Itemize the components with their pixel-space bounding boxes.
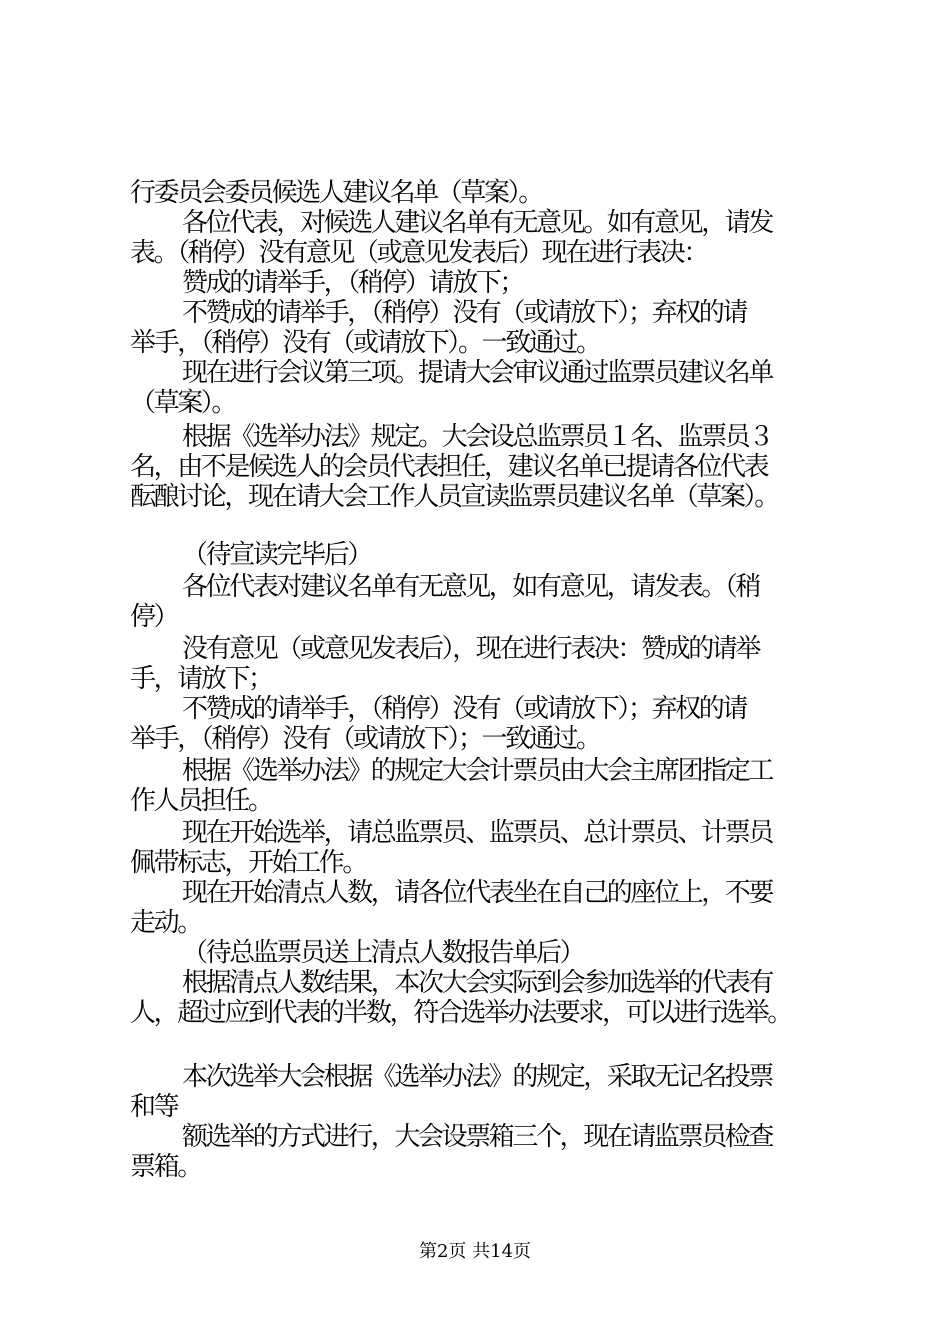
text-line: 人，超过应到代表的半数，符合选举办法要求，可以进行选举。: [130, 998, 791, 1028]
text-line: 现在开始选举，请总监票员、监票员、总计票员、计票员: [182, 818, 773, 848]
text-line: 名，由不是候选人的会员代表担任，建议名单已提请各位代表: [130, 452, 768, 482]
text-line: 赞成的请举手，（稍停）请放下；: [182, 268, 524, 298]
text-line: 额选举的方式进行，大会设票箱三个，现在请监票员检查: [182, 1122, 773, 1152]
text-line: 根据清点人数结果，本次大会实际到会参加选举的代表有: [182, 968, 773, 998]
text-line: 各位代表对建议名单有无意见，如有意见，请发表。（稍: [182, 572, 760, 602]
text-line: 票箱。: [130, 1152, 201, 1182]
text-line: 现在开始清点人数，请各位代表坐在自己的座位上，不要: [182, 878, 773, 908]
text-line: （待总监票员送上清点人数报告单后）: [182, 938, 584, 968]
text-line: （待宣读完毕后）: [182, 540, 371, 570]
text-line: 不赞成的请举手，（稍停）没有（或请放下）；弃权的请: [182, 298, 747, 328]
text-line: 举手，（稍停）没有（或请放下）。一致通过。: [130, 328, 600, 358]
text-line: 现在进行会议第三项。提请大会审议通过监票员建议名单: [182, 358, 773, 388]
text-line: 行委员会委员候选人建议名单（草案）。: [130, 178, 542, 208]
text-line: 酝酿讨论，现在请大会工作人员宣读监票员建议名单（草案）。: [130, 482, 778, 512]
text-line: 各位代表，对候选人建议名单有无意见。如有意见，请发: [182, 208, 773, 238]
text-line: 不赞成的请举手，（稍停）没有（或请放下）；弃权的请: [182, 694, 747, 724]
text-line: 没有意见（或意见发表后），现在进行表决：赞成的请举: [182, 634, 760, 664]
text-line: 和等: [130, 1092, 178, 1122]
text-line: 手，请放下；: [130, 664, 272, 694]
text-line: 走动。: [130, 908, 201, 938]
text-line: 举手，（稍停）没有（或请放下）；一致通过。: [130, 724, 600, 754]
text-line: 作人员担任。: [130, 786, 272, 816]
text-line: 停）: [130, 602, 178, 632]
text-line: 本次选举大会根据《选举办法》的规定，采取无记名投票: [182, 1062, 773, 1092]
text-line: 根据《选举办法》规定。大会设总监票员１名、监票员３: [182, 422, 773, 452]
text-line: 根据《选举办法》的规定大会计票员由大会主席团指定工: [182, 756, 773, 786]
text-line: 表。（稍停）没有意见（或意见发表后）现在进行表决：: [130, 238, 708, 268]
page-number-footer: 第2页 共14页: [418, 1241, 532, 1262]
text-line: 佩带标志，开始工作。: [130, 848, 367, 878]
text-line: （草案）。: [130, 388, 236, 418]
